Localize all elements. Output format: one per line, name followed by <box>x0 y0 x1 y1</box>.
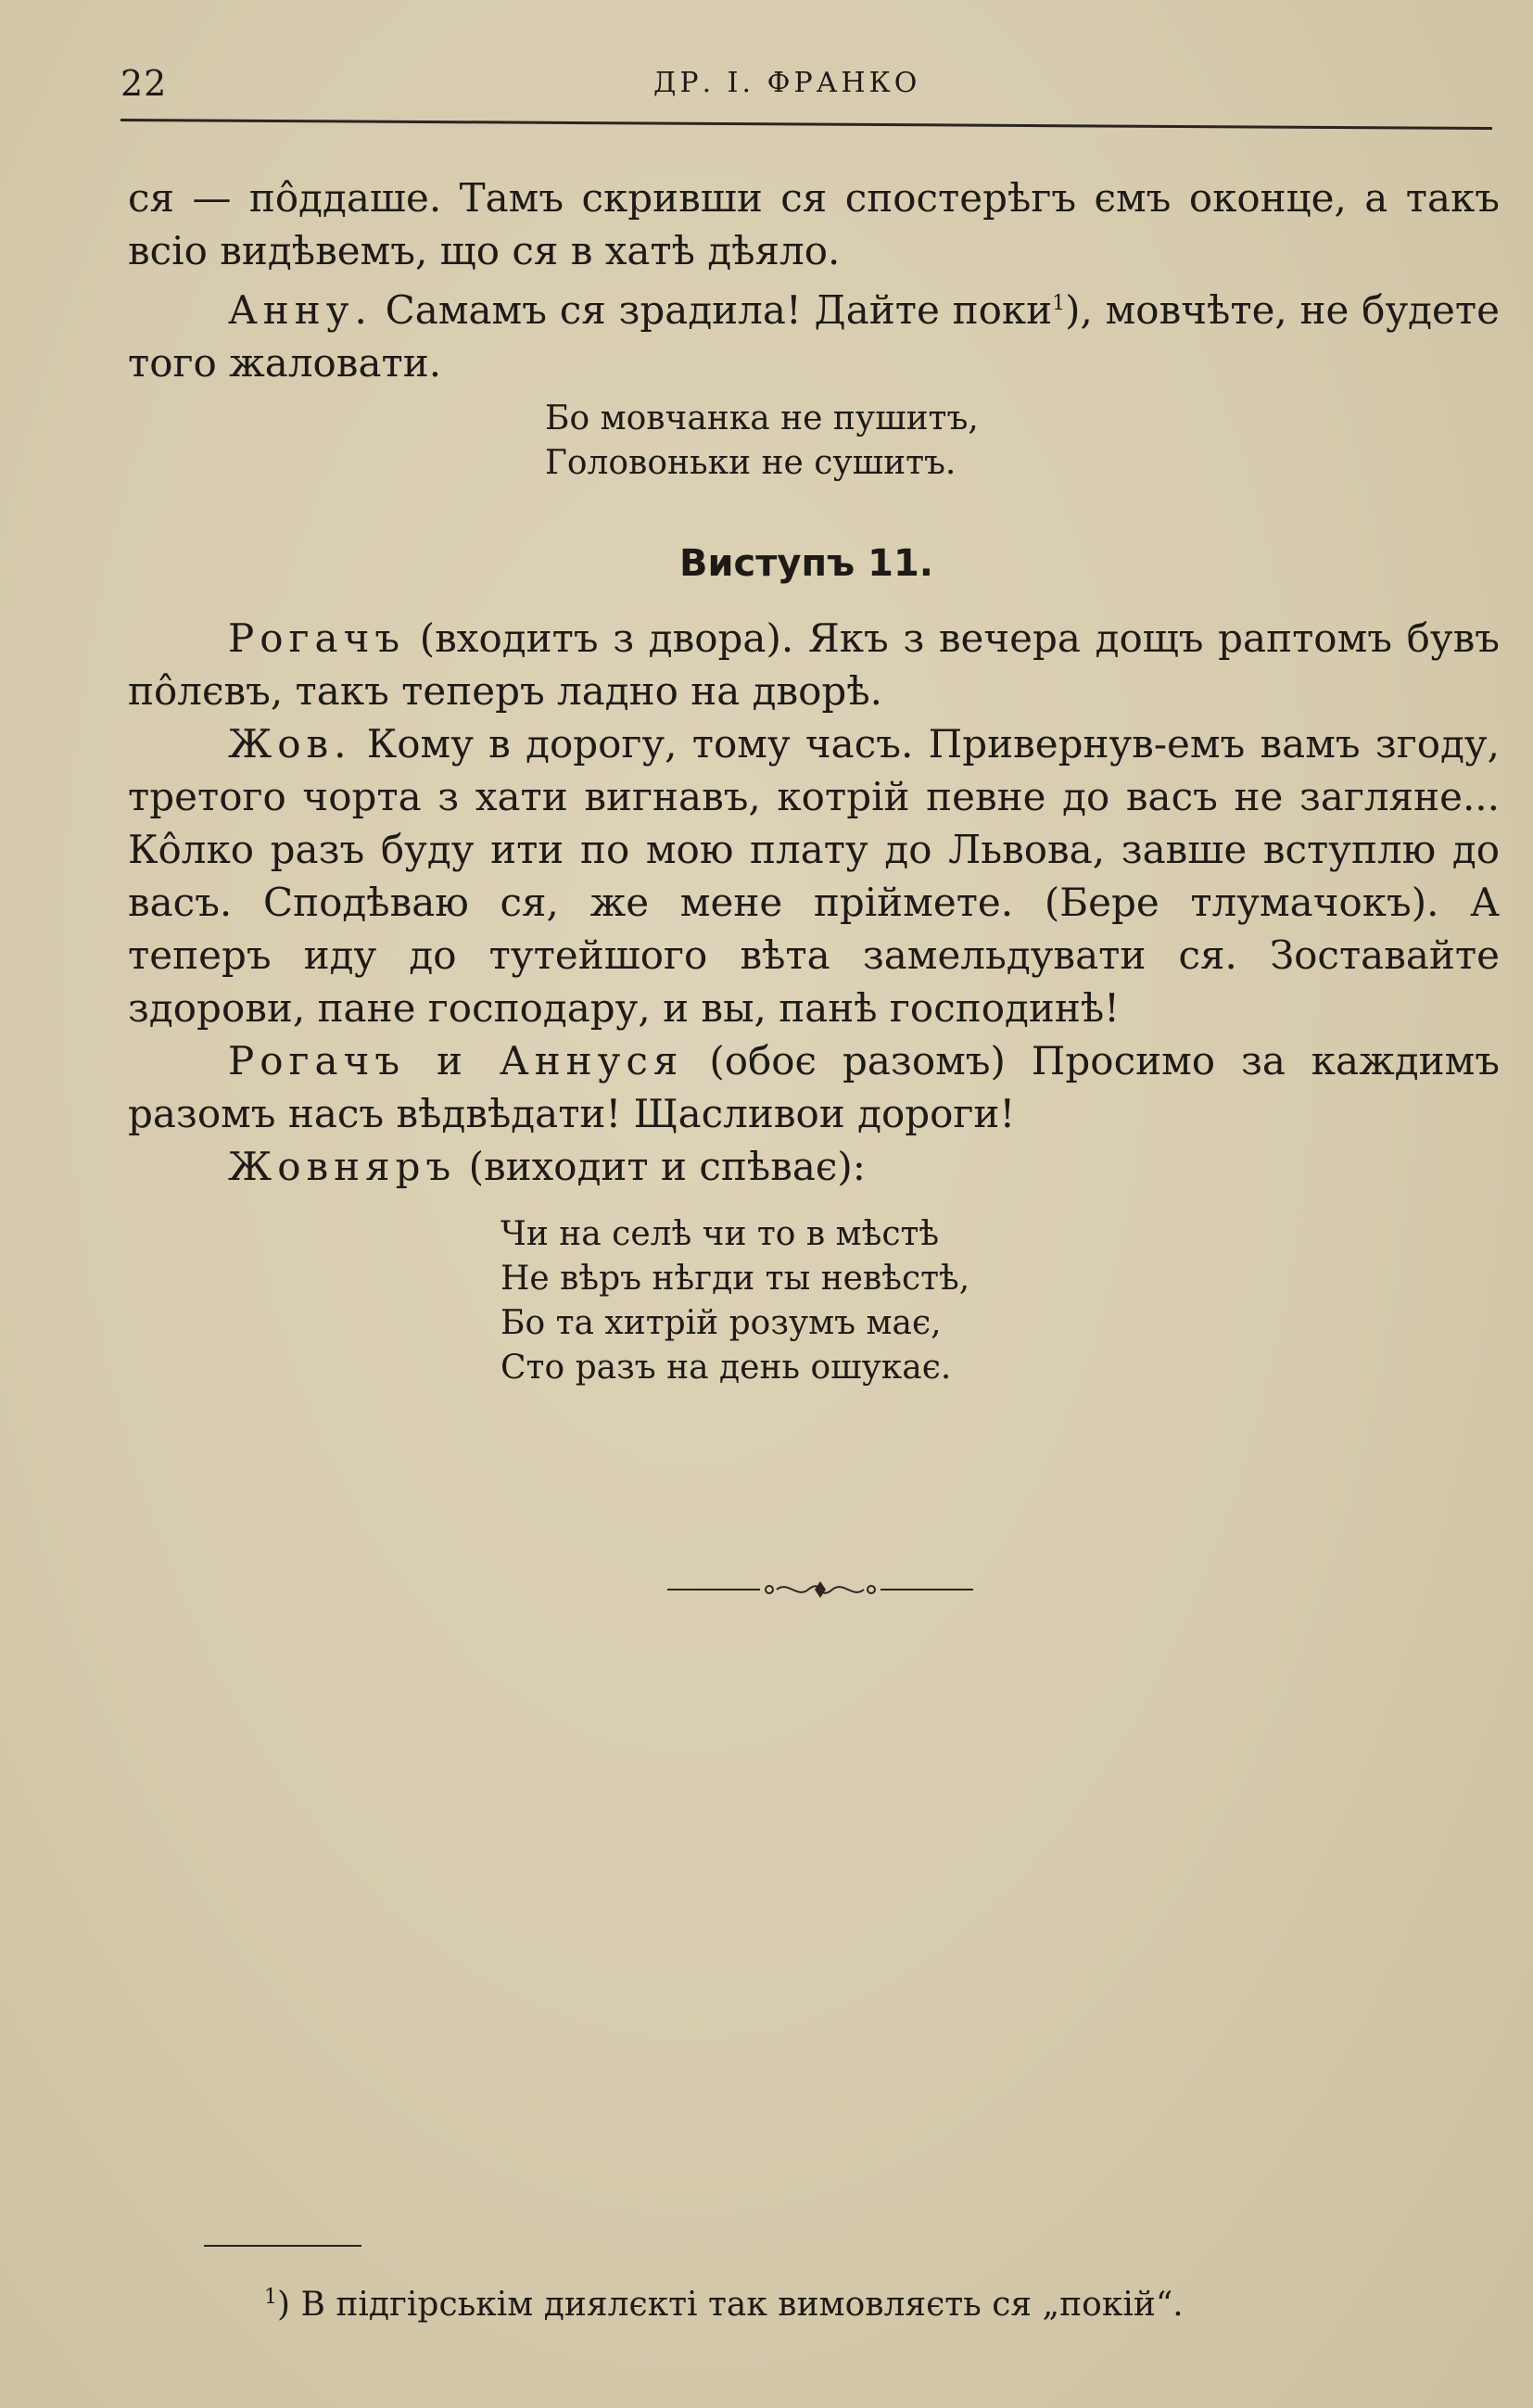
footnote <box>264 2275 1184 2327</box>
paragraph-zhov <box>128 717 1500 1034</box>
scene-heading: Виступъ 11. <box>679 542 933 585</box>
verse-line: Головоньки не сушитъ. <box>545 444 957 482</box>
paragraph-rogach <box>128 612 1500 717</box>
verse-line: Сто разъ на день ошукає. <box>500 1349 952 1387</box>
verse-line: Бо та хитрій розумъ має, <box>500 1304 942 1342</box>
speaker-anna: Анну. <box>228 287 373 333</box>
verse-line: Чи на селѣ чи то в мѣстѣ <box>500 1215 940 1253</box>
footnote-reference: 1 <box>1052 292 1066 315</box>
footnote-mark: 1 <box>264 2286 277 2309</box>
paragraph-zhovniar <box>128 1140 1500 1193</box>
anna-speech-b: ), мовчѣте, не будете того жаловати. <box>128 287 1500 386</box>
speaker-zhov: Жов. <box>228 721 352 767</box>
speaker-zhovniar: Жовняръ <box>228 1144 457 1189</box>
verse-block-2 <box>500 1212 969 1390</box>
verse-line: Не вѣръ нѣгди ты невѣстѣ, <box>500 1260 970 1298</box>
zhovniar-direction: (виходит и спѣває): <box>468 1144 866 1189</box>
speaker-rogach-annusia: Рогачъ и Аннуся <box>228 1038 684 1084</box>
footnote-rule <box>204 2245 361 2247</box>
header-rule <box>120 119 1492 130</box>
paragraph-anna <box>128 277 1500 389</box>
both-speech: (обоє разомъ) Просимо за каждимъ разомъ насъ вѣдвѣдати! Щасливои дороги! <box>128 1038 1500 1136</box>
zhov-speech: Кому в дорогу, тому часъ. Привернув-емъ вамъ згоду, третого чорта з хати вигнавъ, котрій певне до васъ не загляне... Кôлко разъ буду ити по мою плату до Львова, завше вступлю до васъ. Сподѣваю ся, же мене пріймете. (Бере тлумачокъ). А теперъ иду до тутейшого вѣта замельдувати ся. Зоставайте здорови, пане господару, и вы, панѣ господинѣ! <box>128 721 1500 1031</box>
scene-text <box>128 612 1500 1193</box>
opening-text <box>128 171 1500 389</box>
running-title: ДР. І. ФРАНКО <box>653 67 921 99</box>
page-number: 22 <box>120 63 168 104</box>
paragraph-both <box>128 1034 1500 1140</box>
rogach-speech: (входитъ з двора). Якъ з вечера дощъ раптомъ бувъ пôлєвъ, такъ теперъ ладно на дворѣ. <box>128 615 1500 714</box>
ornament-divider-icon <box>667 1576 973 1603</box>
footnote-text: ) В підгірськім диялєкті так вимовляєть ся „покій“. <box>277 2286 1184 2324</box>
verse-block-1 <box>545 397 979 486</box>
anna-speech-a: Самамъ ся зрадила! Дайте поки <box>385 287 1053 333</box>
paragraph-continuation: ся — пôддаше. Тамъ скривши ся спостерѣгъ ємъ оконце, а такъ всіо видѣвемъ, що ся в хатѣ дѣяло. <box>128 175 1500 273</box>
page-header <box>120 63 1492 119</box>
verse-line: Бо мовчанка не пушитъ, <box>545 399 979 437</box>
speaker-rogach: Рогачъ <box>228 615 406 661</box>
